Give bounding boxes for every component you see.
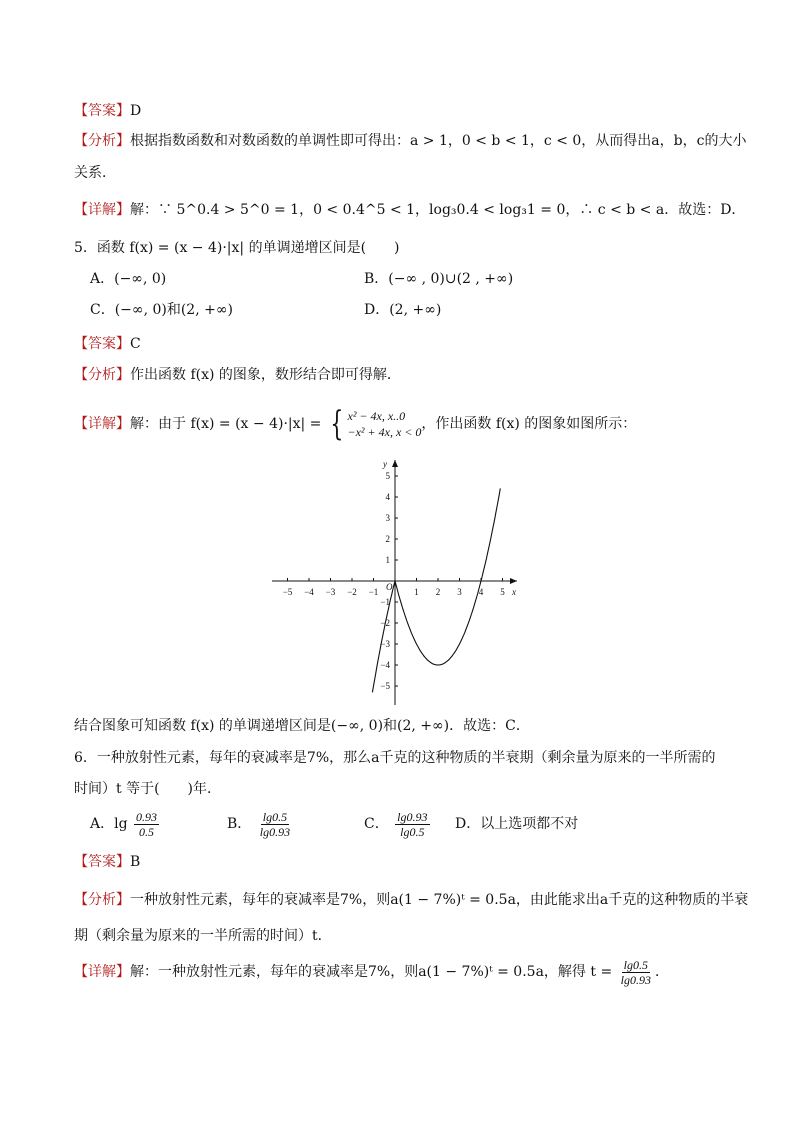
q6-option-b-label: B． [227,816,252,832]
q6-option-b-fraction [258,810,292,839]
q4-analysis-line1 [74,131,746,151]
piecewise-system [326,404,422,444]
denominator: lg0.5 [400,824,425,839]
x-axis-label: x [512,587,516,597]
detail-tag: 【详解】 [74,964,130,980]
q5-option-d: D．(2, +∞) [364,302,442,318]
q5-answer-line [74,334,141,354]
x-tick-label: −3 [325,587,336,597]
q5-option-b: B．(−∞ , 0)∪(2 , +∞) [364,271,514,287]
analysis-tag: 【分析】 [74,367,130,383]
x-tick-label: 4 [478,587,484,597]
y-tick-label: 3 [385,513,390,523]
x-tick-label: −2 [347,587,357,597]
x-tick-label: 2 [435,587,441,597]
piece-1: x² − 4x, x..0 [347,409,406,423]
q6-stem-text1: 6．一种放射性元素，每年的衰减率是7%，那么a千克的这种物质的半衰期（剩余量为原来的一半所需的 [74,750,716,766]
x-tick-label: −5 [282,587,293,597]
x-tick-label: −1 [368,587,379,597]
q5-option-a: A．(−∞, 0) [90,271,167,287]
q5-detail-line [74,404,636,444]
detail-tag: 【详解】 [74,202,130,218]
analysis-tag: 【分析】 [74,892,130,908]
q5-stem-text: 5．函数 f(x) = (x − 4)·|x| 的单调递增区间是( ) [74,240,400,256]
y-tick-label: −4 [380,660,390,670]
y-tick-label: −3 [380,639,390,649]
q6-stem-line1 [74,748,715,768]
q5-option-c: C．(−∞, 0)和(2, +∞) [90,302,233,318]
y-tick-label: −2 [380,618,390,628]
q6-option-c-fraction [395,810,429,839]
y-tick-label: 4 [385,492,390,502]
q5-analysis-line [74,365,401,385]
q6-detail-line [74,955,669,989]
answer-tag: 【答案】 [74,336,130,352]
origin-label: O [386,582,393,592]
numerator: lg0.5 [262,809,288,824]
y-tick-label: −1 [380,597,390,607]
q6-answer: B [130,854,141,870]
q6-option-d: D．以上选项都不对 [455,816,579,832]
detail-tag: 【详解】 [74,416,130,432]
q6-detail-end: ． [654,964,669,980]
q6-option-c [364,808,432,840]
q4-answer-line [74,101,141,121]
q6-analysis-text1: 一种放射性元素，每年的衰减率是7%，则a(1 − 7%)ᵗ = 0.5a，由此能求出a千克的这种物质的半衰 [130,892,749,908]
q5-conclusion-text: 结合图象可知函数 f(x) 的单调递增区间是(−∞, 0)和(2, +∞)．故选：C． [74,718,530,734]
piece-2: −x² + 4x, x < 0 [347,425,422,439]
y-tick-label: 1 [385,555,390,565]
q5-detail-prefix: 解：由于 f(x) = (x − 4)·|x| = [130,416,322,432]
q5-answer: C [130,336,141,352]
q5-stem [74,238,400,258]
q4-analysis-text2: 关系． [74,165,116,181]
y-tick-label: 2 [385,534,390,544]
denominator: lg0.93 [259,824,291,839]
y-axis-label: y [383,459,387,469]
x-tick-label: 3 [457,587,462,597]
q5-detail-suffix: ，作出函数 f(x) 的图象如图所示： [421,416,637,432]
denominator: lg0.93 [620,972,651,987]
numerator: lg0.5 [623,957,648,972]
x-tick-label: 1 [414,587,419,597]
q4-detail-text: 解：∵ 5^0.4 > 5^0 = 1，0 < 0.4^5 < 1，log₃0.4 < log₃1 = 0，∴ c < b < a．故选：D． [130,202,746,218]
q6-option-b [227,808,294,840]
q6-answer-line [74,852,140,872]
x-tick-label: 5 [500,587,505,597]
function-graph [262,455,532,710]
answer-tag: 【答案】 [74,103,130,119]
q5-analysis-text: 作出函数 f(x) 的图象，数形结合即可得解． [130,367,401,383]
q6-detail-fraction [619,958,653,987]
q6-stem-line2 [74,779,221,799]
q6-option-a [90,808,161,840]
y-tick-label: −5 [380,681,390,691]
q4-analysis-line2 [74,163,116,183]
y-tick-label: 5 [385,471,390,481]
q6-option-a-fraction [134,810,159,839]
denominator: 0.5 [139,824,155,839]
q6-analysis-line2 [74,926,332,946]
q4-detail-line [74,200,745,220]
left-brace: { [330,404,344,444]
q6-detail-prefix: 解：一种放射性元素，每年的衰减率是7%，则a(1 − 7%)ᵗ = 0.5a，解得 t = [130,964,613,980]
q6-analysis-line1 [74,890,748,910]
numerator: lg0.93 [397,809,428,824]
q6-option-a-label: A．lg [90,816,128,832]
q4-answer: D [130,103,142,119]
q6-option-c-label: C． [364,816,389,832]
q6-analysis-text2: 期（剩余量为原来的一半所需的时间）t． [74,928,332,944]
q4-analysis-text1: 根据指数函数和对数函数的单调性即可得出：a > 1，0 < b < 1，c < 0，从而得出a，b，c的大小 [130,133,747,149]
answer-tag: 【答案】 [74,854,130,870]
q5-conclusion [74,716,530,736]
analysis-tag: 【分析】 [74,133,130,149]
numerator: 0.93 [136,809,158,824]
q6-stem-text2: 时间）t 等于( )年． [74,781,221,797]
x-tick-label: −4 [304,587,314,597]
